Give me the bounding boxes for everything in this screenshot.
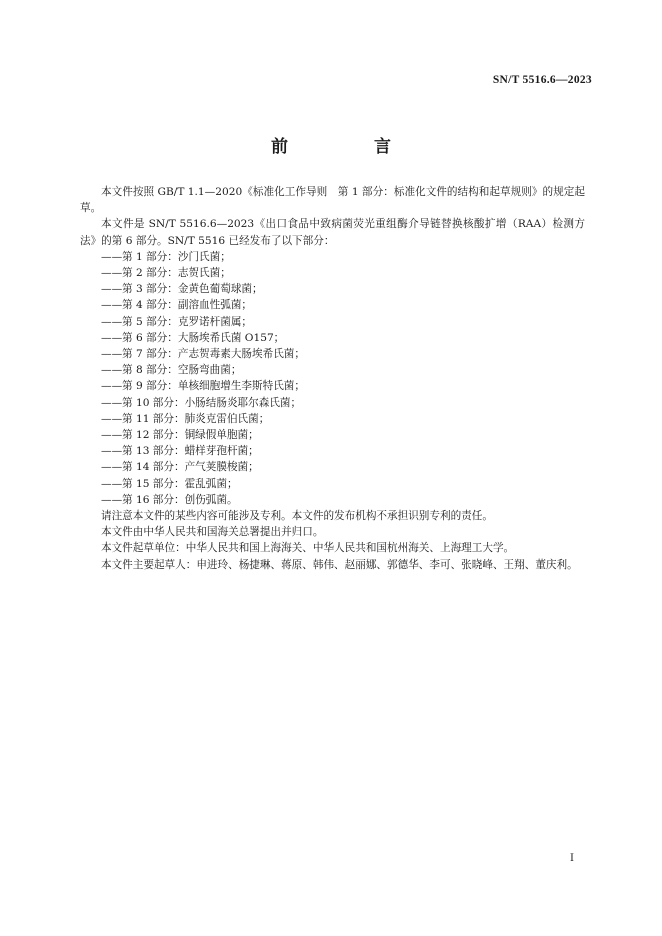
list-item: ——第 3 部分：金黄色葡萄球菌； [101,283,263,296]
paragraph-drafters: 本文件主要起草人：申进玲、杨捷琳、蒋原、韩伟、赵丽娜、郭德华、李可、张晓峰、王翔、董庆利。 [101,558,578,571]
page-number: I [570,853,574,864]
paragraph-part-info: 本文件是 SN/T 5516.6—2023《出口食品中致病菌荧光重组酶介导链替换核酸扩增（RAA）检测方法》的第 6 部分。SN/T 5516 已经发布了以下部分： [80,218,585,247]
list-item: ——第 6 部分：大肠埃希氏菌 O157； [101,331,285,344]
standard-code: SN/T 5516.6—2023 [492,74,592,86]
list-item: ——第 15 部分：霍乱弧菌； [101,477,238,490]
paragraph-proposer: 本文件由中华人民共和国海关总署提出并归口。 [101,526,324,539]
paragraph-drafting-units: 本文件起草单位：中华人民共和国上海海关、中华人民共和国杭州海关、上海理工大学。 [101,542,515,555]
list-item: ——第 2 部分：志贺氏菌； [101,267,231,280]
paragraph-drafting-basis: 本文件按照 GB/T 1.1—2020《标准化工作导则 第 1 部分：标准化文件的结构和起草规则》的规定起草。 [80,186,585,215]
list-item: ——第 16 部分：创伤弧菌。 [101,493,238,506]
list-item: ——第 1 部分：沙门氏菌； [101,250,231,263]
parts-list [80,249,585,508]
paragraph-patent-notice: 请注意本文件的某些内容可能涉及专利。本文件的发布机构不承担识别专利的责任。 [101,510,493,523]
list-item: ——第 14 部分：产气荚膜梭菌； [101,461,259,474]
list-item: ——第 13 部分：蜡样芽孢杆菌； [101,445,259,458]
list-item: ——第 10 部分：小肠结肠炎耶尔森氏菌； [101,396,302,409]
list-item: ——第 4 部分：副溶血性弧菌； [101,299,253,312]
list-item: ——第 7 部分：产志贺毒素大肠埃希氏菌； [101,348,305,361]
list-item: ——第 5 部分：克罗诺杆菌属； [101,315,253,328]
document-body [80,184,585,573]
page-title: 前 言 [271,137,431,157]
list-item: ——第 12 部分：铜绿假单胞菌； [101,429,259,442]
list-item: ——第 9 部分：单核细胞增生李斯特氏菌； [101,380,305,393]
list-item: ——第 11 部分：肺炎克雷伯氏菌； [101,412,270,425]
list-item: ——第 8 部分：空肠弯曲菌； [101,364,242,377]
